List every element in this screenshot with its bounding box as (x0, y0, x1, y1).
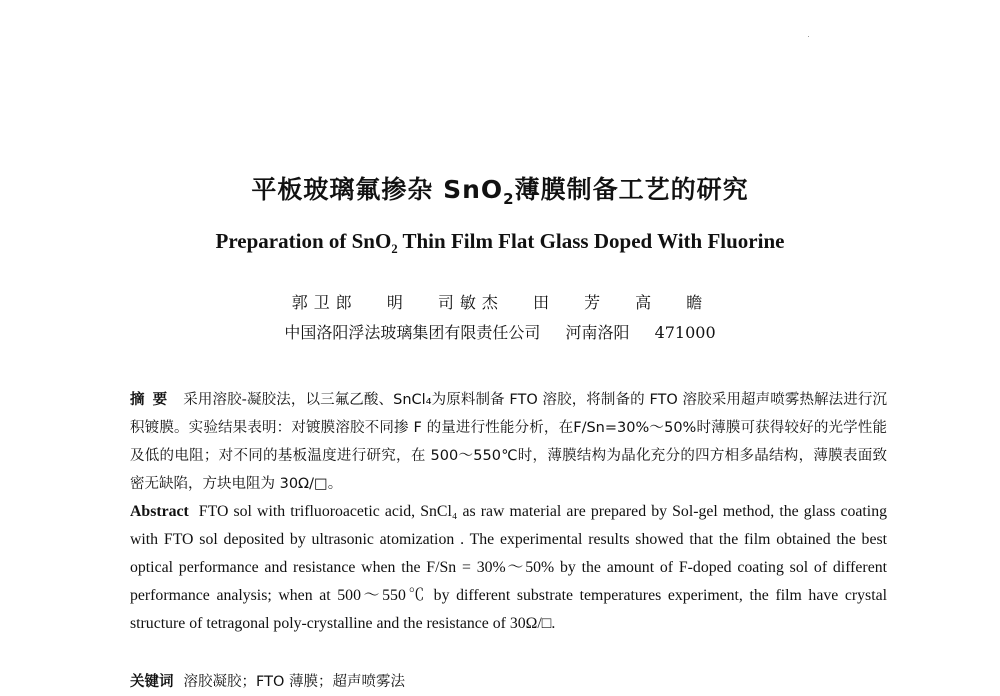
affiliation-org: 中国洛阳浮法玻璃集团有限责任公司 (284, 323, 541, 342)
affiliation-postcode: 471000 (654, 323, 716, 342)
title-chinese (0, 170, 1000, 208)
abstract-chinese (130, 386, 887, 498)
keywords (130, 668, 887, 696)
title-en-subscript: 2 (391, 242, 398, 257)
title-en-part: Thin Film Flat Glass Doped With Fluorine (397, 229, 785, 253)
abstract-en-text: FTO sol with trifluoroacetic acid, SnCl₄ as raw material are prepared by Sol-gel method, the glass coating with FTO sol deposited by ultrasonic atomization . The experimental results showed that the film obtained the best optical performance and resistance when the F/Sn = 30%～50% by the amount of F-doped coating sol of different performance analysis; when at 500～550℃ by different substrate temperatures experiment, the film have crystal structure of tetragonal poly-crystalline and the resistance of 30Ω/□. (130, 503, 887, 632)
title-cn-subscript: 2 (503, 190, 515, 208)
abstract-cn-text: 采用溶胶-凝胶法，以三氟乙酸、SnCl₄为原料制备 FTO 溶胶，将制备的 FTO 溶胶采用超声喷雾热解法进行沉积镀膜。实验结果表明：对镀膜溶胶不同掺 F 的量进行性能分析，在F/Sn=30%～50%时薄膜可获得较好的光学性能及低的电阻；对不同的基板温度进行研究，在 500～550℃时，薄膜结构为晶化充分的四方相多晶结构，薄膜表面致密无缺陷，方块电阻为 30Ω/□。 (130, 392, 887, 492)
abstract-english (130, 498, 887, 638)
affiliation-place: 河南洛阳 (565, 323, 630, 342)
authors: 郭卫郎 明 司敏杰 田 芳 高 瞻 (291, 293, 709, 312)
title-en-part: Preparation of SnO (215, 229, 392, 253)
keywords-label: 关键词 (130, 674, 174, 690)
abstract-en-label: Abstract (130, 503, 189, 520)
title-cn-part: 平板玻璃氟掺杂 SnO (251, 175, 504, 204)
affiliation (0, 320, 1000, 343)
title-english (0, 229, 1000, 257)
abstract-cn-label: 摘要 (130, 392, 176, 408)
keywords-text: 溶胶凝胶；FTO 薄膜；超声喷雾法 (183, 674, 405, 690)
speck-mark (808, 36, 809, 37)
title-cn-part: 薄膜制备工艺的研究 (514, 175, 749, 204)
